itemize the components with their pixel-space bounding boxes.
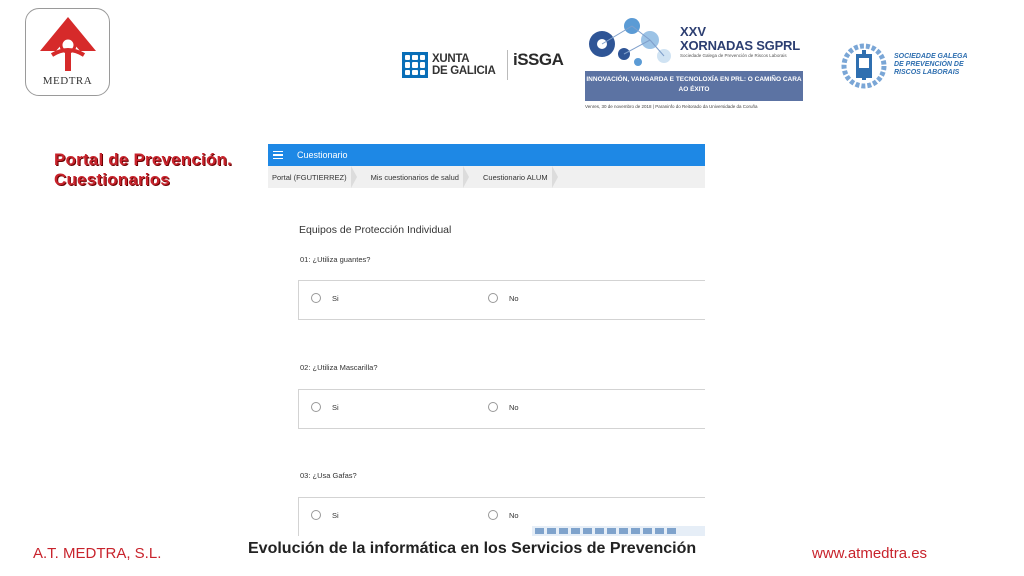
sgprl-line-3: RISCOS LABORAIS — [894, 69, 960, 76]
xornadas-title: XORNADAS SGPRL — [680, 38, 800, 53]
breadcrumb-portal[interactable]: Portal (FGUTIERREZ) — [268, 166, 357, 188]
option-label: No — [509, 293, 519, 303]
radio-unchecked-icon[interactable] — [311, 402, 321, 412]
question-3-option-no[interactable] — [488, 510, 519, 520]
footer-presentation-title: Evolución de la informática en los Servicios de Prevención — [248, 540, 697, 557]
xunta-line-2: DE GALICIA — [432, 65, 496, 77]
option-label: Si — [332, 510, 339, 520]
app-bar-title: Cuestionario — [297, 150, 348, 160]
question-3-option-si[interactable] — [311, 510, 339, 520]
xunta-line-1: XUNTA — [432, 53, 470, 65]
questionnaire-app — [268, 144, 705, 536]
slide-title-line-2: Cuestionarios — [54, 170, 170, 189]
breadcrumb-current[interactable]: Cuestionario ALUM — [469, 166, 558, 188]
slide-title-line-1: Portal de Prevención. — [54, 150, 233, 169]
radio-unchecked-icon[interactable] — [488, 510, 498, 520]
sgprl-emblem-icon — [840, 40, 888, 92]
xunta-grid-icon — [402, 52, 428, 78]
breadcrumb-my-questionnaires[interactable]: Mis cuestionarios de salud — [357, 166, 469, 188]
section-title: Equipos de Protección Individual — [299, 224, 452, 236]
taskbar-strip — [532, 526, 705, 536]
issga-logo — [507, 50, 563, 80]
question-1-option-no[interactable] — [488, 293, 519, 303]
radio-unchecked-icon[interactable] — [488, 293, 498, 303]
footer-website-link[interactable]: www.atmedtra.es — [812, 545, 928, 562]
radio-unchecked-icon[interactable] — [311, 293, 321, 303]
question-2-options — [298, 389, 705, 429]
option-label: No — [509, 510, 519, 520]
radio-unchecked-icon[interactable] — [311, 510, 321, 520]
sgprl-logo — [840, 40, 990, 95]
xornadas-subtitle: Sociedade Galega de Prevención de Riscos Laborais — [680, 53, 787, 58]
xornadas-number: XXV — [680, 24, 707, 39]
xornadas-date: Venres, 30 de novembro de 2018 | Paraninfo do Reitorado da Universidade da Coruña — [585, 104, 758, 109]
issga-wordmark: iSSGA — [513, 50, 564, 69]
medtra-emblem-icon — [34, 15, 102, 77]
question-3-label: 03: ¿Usa Gafas? — [300, 471, 357, 480]
slide-title — [54, 150, 232, 190]
sgprl-line-1: SOCIEDADE GALEGA — [894, 53, 968, 60]
xornadas-theme-band: INNOVACIÓN, VANGARDA E TECNOLOXÍA EN PRL: O CAMIÑO CARA AO ÉXITO — [585, 71, 803, 101]
gears-network-icon — [584, 16, 676, 68]
option-label: No — [509, 402, 519, 412]
breadcrumb — [268, 166, 705, 188]
question-2-option-si[interactable] — [311, 402, 339, 412]
question-1-label: 01: ¿Utiliza guantes? — [300, 255, 371, 264]
radio-unchecked-icon[interactable] — [488, 402, 498, 412]
xunta-logo — [402, 50, 495, 80]
medtra-wordmark: MEDTRA — [42, 75, 93, 87]
question-1-option-si[interactable] — [311, 293, 339, 303]
menu-icon[interactable] — [273, 151, 283, 159]
question-2-label: 02: ¿Utiliza Mascarilla? — [300, 363, 378, 372]
question-1-options — [298, 280, 705, 320]
option-label: Si — [332, 402, 339, 412]
sgprl-line-2: DE PREVENCIÓN DE — [894, 61, 964, 68]
xornadas-banner — [584, 16, 806, 112]
medtra-logo — [25, 8, 110, 96]
app-bar — [268, 144, 705, 166]
footer-company: A.T. MEDTRA, S.L. — [33, 545, 162, 562]
option-label: Si — [332, 293, 339, 303]
question-2-option-no[interactable] — [488, 402, 519, 412]
